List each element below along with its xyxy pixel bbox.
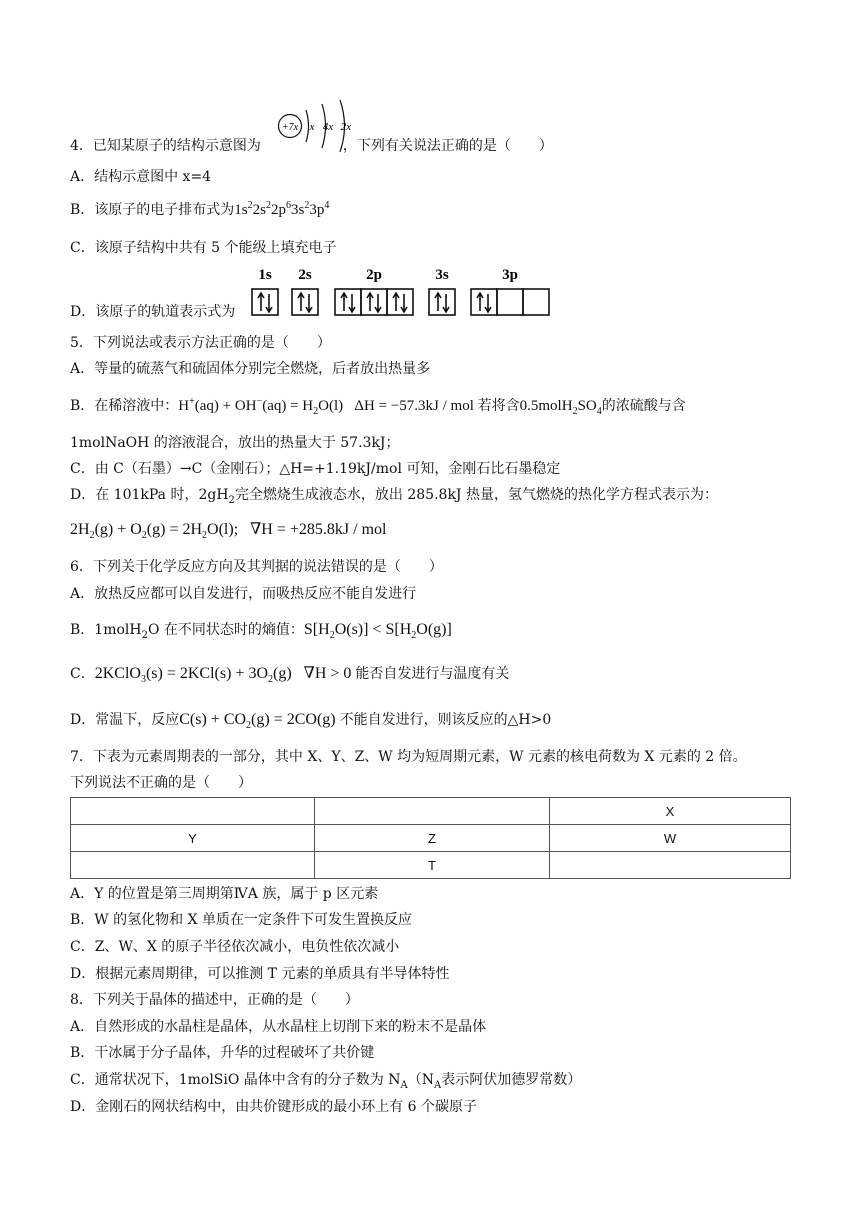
- table-cell: [71, 798, 315, 825]
- box-2p-2: [361, 289, 387, 315]
- q8-c-mid: （N: [407, 1072, 434, 1088]
- q6-c-equation: 2KClO$_3$(s) = $2KCl(s) + 3O_2(g) \nabla H > 0$: [94, 665, 356, 686]
- atomic-structure-diagram: [276, 98, 356, 154]
- label-1s: 1s: [258, 267, 272, 283]
- q6-b-entropy: $S[H_2O(s)] < S[H_2O(g)]$: [303, 621, 452, 642]
- q7-option-b: B．W 的氢化物和 X 单质在一定条件下可发生置换反应: [70, 912, 412, 928]
- box-1s: [252, 289, 278, 315]
- q6-option-b: B．1molH$_2$O 在不同状态时的熵值：$S[H_2O(s)] < S[H_2O(g)]$: [70, 621, 452, 642]
- q6-option-c: [70, 664, 509, 684]
- q4-option-d: D．该原子的轨道表示式为: [70, 304, 236, 320]
- q7-stem-line1: 7．下表为元素周期表的一部分，其中 X、Y、Z、W 均为短周期元素，W 元素的核电荷数为 X 元素的 2 倍。: [70, 749, 747, 765]
- label-3s: 3s: [435, 267, 449, 283]
- shell-2-count: 4x: [322, 121, 334, 133]
- q6-b-mid: O 在不同状态时的熵值：: [147, 622, 304, 638]
- q5-d-prefix: D．在 101kPa 时，2gH: [70, 487, 229, 503]
- q5-d-equation: $2H_2(g) + O_2(g) = 2H_2O(l)$; ∇H = +285.8kJ / mol: [70, 521, 387, 542]
- table-cell: Z: [315, 825, 550, 852]
- q5-option-b-cont: 1molNaOH 的溶液混合，放出的热量大于 57.3kJ；: [70, 435, 400, 451]
- q8-option-b: B．干冰属于分子晶体，升华的过程破坏了共价键: [70, 1045, 375, 1061]
- box-2p-1: [335, 289, 361, 315]
- q4-b-prefix: B．该原子的电子排布式为: [70, 202, 235, 218]
- table-row: [71, 798, 791, 825]
- shell-1-arc: [306, 110, 309, 142]
- q5-d-suffix: 完全燃烧生成液态水，放出 285.8kJ 热量，氢气燃烧的热化学方程式表示为：: [234, 487, 718, 503]
- table-cell: [315, 798, 550, 825]
- q5-stem: 5．下列说法或表示方法正确的是（ ）: [70, 335, 331, 351]
- shell-3-count: 2x: [340, 121, 352, 133]
- q5-b-amount: $0.5molH_2SO_4$: [519, 398, 602, 417]
- q4-option-c: C．该原子结构中共有 5 个能级上填充电子: [70, 240, 337, 256]
- q7-option-d: D．根据元素周期律，可以推测 T 元素的单质具有半导体特性: [70, 966, 450, 982]
- q8-stem: 8．下列关于晶体的描述中，正确的是（ ）: [70, 992, 359, 1008]
- q6-c-prefix: C．: [70, 666, 95, 682]
- q8-c-suffix: 表示阿伏加德罗常数）: [441, 1072, 582, 1088]
- label-2p: 2p: [366, 267, 382, 283]
- shell-1-count: x: [309, 121, 315, 133]
- q8-option-a: A．自然形成的水晶柱是晶体，从水晶柱上切削下来的粉末不是晶体: [70, 1019, 487, 1035]
- q5-b-suffix: 的浓硫酸与含: [601, 398, 686, 414]
- q5-b-equation: $H^+(aq) + OH^-(aq) = H_2O(l) \Delta H = -57.3kJ$ / mol: [178, 396, 478, 417]
- table-cell: [550, 852, 791, 879]
- q5-option-a: A．等量的硫蒸气和硫固体分别完全燃烧，后者放出热量多: [70, 361, 431, 377]
- table-cell: T: [315, 852, 550, 879]
- q7-stem-line2: 下列说法不正确的是（ ）: [70, 775, 252, 791]
- electron-arrows: [258, 293, 491, 312]
- q4-b-config: $1s^22s^22p^63s^23p^4$: [234, 200, 330, 218]
- label-2s: 2s: [298, 267, 312, 283]
- table-cell: [71, 852, 315, 879]
- table-cell: X: [550, 798, 791, 825]
- q6-stem: 6．下列关于化学反应方向及其判据的说法错误的是（ ）: [70, 559, 443, 575]
- q7-option-a: A．Y 的位置是第三周期第ⅣA 族，属于 p 区元素: [70, 886, 379, 902]
- q8-c-prefix: C．通常状况下，1molSiO 晶体中含有的分子数为 N: [70, 1072, 401, 1088]
- q6-option-a: A．放热反应都可以自发进行，而吸热反应不能自发进行: [70, 586, 417, 602]
- q6-d-suffix: 不能自发进行，则该反应的△H>0: [339, 712, 552, 728]
- q6-b-prefix: B．1molH: [70, 622, 142, 638]
- q5-option-d: D．在 101kPa 时，$2gH_2$完全燃烧生成液态水，放出 285.8kJ 热量，氢气燃烧的热化学方程式表示为：: [70, 487, 718, 506]
- q8-option-c: C．通常状况下，1molSiO 晶体中含有的分子数为 $N_A(N_A$表示阿伏加德罗常数）: [70, 1072, 582, 1091]
- q5-option-b: [70, 396, 686, 416]
- q5-option-c: C．由 C（石墨）→C（金刚石）；△H=+1.19kJ/mol 可知，金刚石比石墨稳定: [70, 461, 561, 477]
- q5-b-prefix: B．在稀溶液中：: [70, 398, 179, 414]
- box-2p-3: [387, 289, 413, 315]
- q4-option-b: [70, 200, 329, 220]
- orbital-diagram: [248, 263, 568, 319]
- q6-c-suffix: 能否自发进行与温度有关: [355, 666, 510, 682]
- q4-option-a: A．结构示意图中 x=4: [70, 169, 212, 185]
- q6-d-equation: $C(s) + CO_2(g) = 2CO(g)$: [179, 711, 340, 732]
- q6-d-prefix: D．常温下，反应: [70, 712, 180, 728]
- q8-option-d: D．金刚石的网状结构中，由共价键形成的最小环上有 6 个碳原子: [70, 1099, 478, 1115]
- box-3s: [429, 289, 455, 315]
- q4-stem-end: ，下列有关说法正确的是（ ）: [342, 138, 553, 154]
- q5-b-mid: 若将含: [477, 398, 520, 414]
- table-cell: Y: [71, 825, 315, 852]
- box-3p-3: [523, 289, 549, 315]
- box-2s: [292, 289, 318, 315]
- table-row: [71, 852, 791, 879]
- q4-stem-text: 4．已知某原子的结构示意图为: [70, 138, 261, 154]
- q7-option-c: C．Z、W、X 的原子半径依次减小，电负性依次减小: [70, 939, 400, 955]
- box-3p-2: [497, 289, 523, 315]
- periodic-table-fragment: [70, 797, 791, 879]
- q6-option-d: [70, 710, 551, 730]
- label-3p: 3p: [502, 267, 518, 283]
- box-3p-1: [471, 289, 497, 315]
- nucleus-label: +7x: [281, 122, 299, 133]
- table-row: [71, 825, 791, 852]
- table-cell: W: [550, 825, 791, 852]
